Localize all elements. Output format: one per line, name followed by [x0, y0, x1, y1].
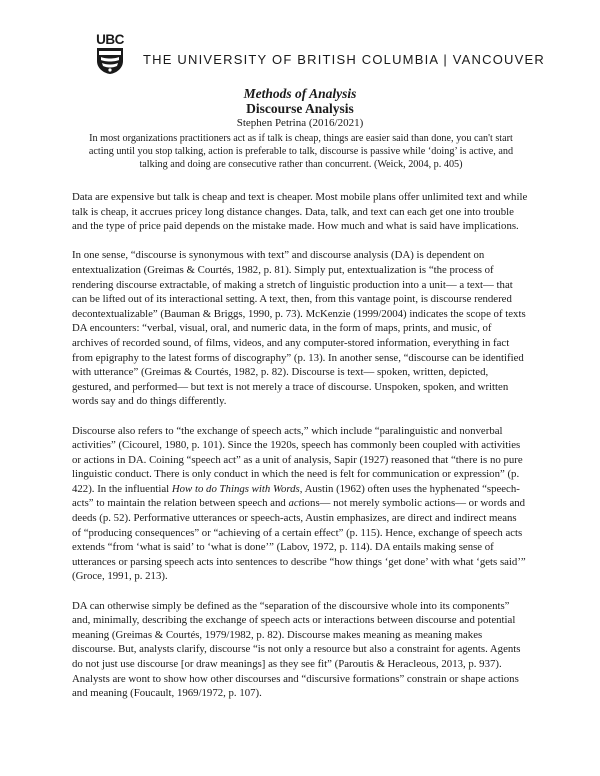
book-title: How to do Things with Words [171, 482, 300, 495]
paragraph-3-part-1: Discourse also refers to “the exchange of speech acts,” which include “paralinguistic and nonverbal activities” (Cicourel, 1980, p. 101). Since the 1920s, speech has commonly been coupled with activities or actions in DA. Coining “speech act” as a unit of analysis, Sapir (1927) reasoned that “there is no pure linguistic conduct. There is only conduct in which the need is felt for communication or expression” (p. 422). In the influential [72, 424, 523, 495]
epigraph-quote: In most organizations practitioners act as if talk is cheap, things are easier said than done, you can't start acting until you stop talking, action is preferable to talk, discourse is passive while ‘doing’ is active, and talking and doing are consecutive rather than concurrent. (Weick, 2004, p. 405) [88, 133, 514, 170]
paper-title: Discourse Analysis [246, 101, 354, 116]
paper-body [72, 190, 528, 715]
paragraph-3-part-2: , Austin (1962) often uses the hyphenated “speech-acts” to maintain the relation between speech and [72, 482, 520, 510]
ubc-logo-text: UBC [96, 32, 124, 47]
paragraph-4: DA can otherwise simply be defined as the “separation of the discoursive whole into its components” and, minimally, describing the exchange of speech acts or interactions between discourse and potential meaning (Greimas & Courtés, 1979/1982, p. 82). Discourse makes meaning as meaning makes discourse. But, analysts clarify, discourse “is not only a resource but also a constraint for agents. Agents do not just use discourse [or draw meanings] as they see fit” (Paroutis & Heracleous, 2013, p. 937). Analysts are wont to show how other discourses and “discursive formations” constrain or shape actions and meaning (Foucault, 1969/1972, p. 107). [72, 599, 521, 700]
paragraph-3-part-3: ions— not merely symbolic actions— or words and deeds (p. 52). Performative utterances or speech-acts, Austin emphasizes, are direct and indirect means of “producing consequences” or “achieving of a certain effect” (p. 115). Hence, exchange of speech acts extends “from ‘what is said’ to ‘what is done’” (Labov, 1972, p. 114). DA entails making sense of utterances or parsing speech acts into sentences to describe “how things ‘get done’ with what ‘gets said’” (Groce, 1991, p. 213). [72, 497, 526, 583]
ubc-logo [92, 30, 128, 76]
author-line: Stephen Petrina (2016/2021) [236, 117, 364, 129]
title-block [0, 86, 600, 130]
university-header [92, 30, 562, 76]
paragraph-1: Data are expensive but talk is cheap and text is cheaper. Most mobile plans offer unlimited text and while talk is cheap, it accrues pricey long distance changes. Data, talk, and text can each get one into trouble and the type of price paid depends on the mistake made. How much and what is said have implications. [72, 191, 528, 233]
university-name: THE UNIVERSITY OF BRITISH COLUMBIA | VANCOUVER [143, 52, 545, 67]
paragraph-2: In one sense, “discourse is synonymous with text” and discourse analysis (DA) is dependent on entextualization (Greimas & Courtés, 1982, p. 81). Simply put, entextualization is “the process of rendering discourse extractable, of making a stretch of linguistic production into a unit— a text— that can be lifted out of its interactional setting. A text, then, from this vantage point, is discourse rendered decontextualizable” (Bauman & Briggs, 1990, p. 73). McKenzie (1999/2004) indicates the scope of texts DA encounters: “verbal, visual, oral, and numeric data, in the form of maps, prints, and music, of archives of recorded sound, of films, videos, and any computer-stored information, everything in fact from epigraphy to the latest forms of discography” (p. 13). In another sense, “discourse can be identified with utterance” (Greimas & Courtés, 1982, p. 82). Discourse is text— spoken, written, depicted, gestured, and performed— but text is not merely a trace of discourse. Unspoken, spoken, and written words say and do things differently. [72, 249, 526, 408]
series-title: Methods of Analysis [243, 86, 357, 101]
crest-icon [96, 47, 124, 75]
paragraph-3 [72, 424, 528, 585]
emphasis-act: act [288, 497, 302, 510]
